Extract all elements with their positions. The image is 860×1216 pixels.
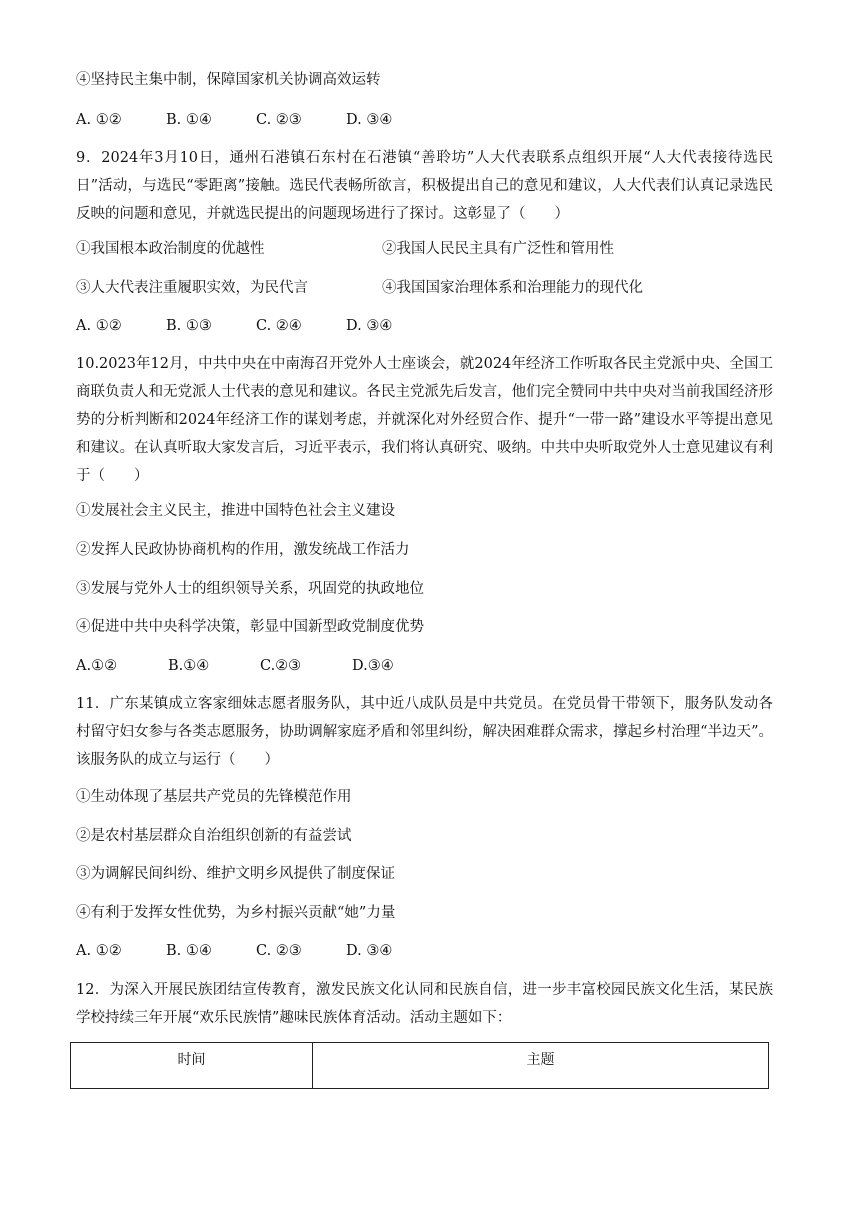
q10-item-4: ④促进中共中央科学决策，彰显中国新型政党制度优势 [76,619,424,635]
q11-item-3: ③为调解民间纠纷、维护文明乡风提供了制度保证 [76,866,395,882]
q9-items-row-2 [76,278,643,298]
q11-item-4: ④有利于发挥女性优势，为乡村振兴贡献“她”力量 [76,905,396,921]
q11-stem: 11．广东某镇成立客家细妹志愿者服务队，其中近八成队员是中共党员。在党员骨干带领下，服务队发动各村留守妇女参与各类志愿服务，协助调解家庭矛盾和邻里纠纷，解决困难群众需求，撑起乡村治理“半边天”。该服务队的成立与运行（ ） [76,696,773,768]
q9-option-a: A. ①② [76,318,122,334]
q10-option-b: B.①④ [168,658,210,674]
q9-item-4: ④我国国家治理体系和治理能力的现代化 [382,280,643,296]
table-header-theme: 主题 [313,1043,769,1089]
q8-option-c: C. ②③ [256,112,302,128]
q9-option-d: D. ③④ [346,318,393,334]
q11-item-2: ②是农村基层群众自治组织创新的有益尝试 [76,828,352,844]
q11-options [76,941,392,961]
q9-option-b: B. ①③ [166,318,212,334]
q10-item-2: ②发挥人民政协协商机构的作用，激发统战工作活力 [76,542,410,558]
q12-table [70,1042,769,1089]
q9-stem: 9．2024年3月10日，通州石港镇石东村在石港镇“善聆坊”人大代表联系点组织开展“人大代表接待选民日”活动，与选民“零距离”接触。选民代表畅所欲言，积极提出自己的意见和建议，人大代表们认真记录选民反映的问题和意见，并就选民提出的问题现场进行了探讨。这彰显了（ ） [76,150,773,222]
q8-item-4: ④坚持民主集中制，保障国家机关协调高效运转 [76,72,381,88]
q11-option-d: D. ③④ [346,943,393,959]
q10-options [76,656,394,676]
q9-item-3: ③人大代表注重履职实效，为民代言 [76,280,308,296]
q10-option-a: A.①② [76,658,118,674]
q11-item-1: ①生动体现了基层共产党员的先锋模范作用 [76,789,352,805]
q8-option-d: D. ③④ [346,112,393,128]
q11-option-a: A. ①② [76,943,122,959]
q8-option-b: B. ①④ [166,112,212,128]
q9-items-row-1 [76,239,614,259]
q11-option-c: C. ②③ [256,943,302,959]
q8-option-a: A. ①② [76,112,122,128]
q11-option-b: B. ①④ [166,943,212,959]
q10-stem: 10.2023年12月，中共中央在中南海召开党外人士座谈会，就2024年经济工作听取各民主党派中央、全国工商联负责人和无党派人士代表的意见和建议。各民主党派先后发言，他们完全赞同中共中央对当前我国经济形势的分析判断和2024年经济工作的谋划考虑，并就深化对外经贸合作、提升“一带一路”建设水平等提出意见和建议。在认真听取大家发言后，习近平表示，我们将认真研究、吸纳。中共中央听取党外人士意见建议有利于（ ） [76,356,773,484]
q10-option-d: D.③④ [352,658,394,674]
q9-options [76,316,392,336]
q9-item-2: ②我国人民民主具有广泛性和管用性 [382,241,614,257]
q12-stem: 12．为深入开展民族团结宣传教育，激发民族文化认同和民族自信，进一步丰富校园民族文化生活，某民族学校持续三年开展“欢乐民族情”趣味民族体育活动。活动主题如下： [76,982,773,1026]
q10-item-1: ①发展社会主义民主，推进中国特色社会主义建设 [76,503,395,519]
q8-options [76,110,392,130]
table-header-time: 时间 [71,1043,313,1089]
q10-item-3: ③发展与党外人士的组织领导关系，巩固党的执政地位 [76,581,424,597]
table-header-row [71,1043,769,1089]
q10-option-c: C.②③ [260,658,302,674]
q9-option-c: C. ②④ [256,318,302,334]
q9-item-1: ①我国根本政治制度的优越性 [76,241,265,257]
